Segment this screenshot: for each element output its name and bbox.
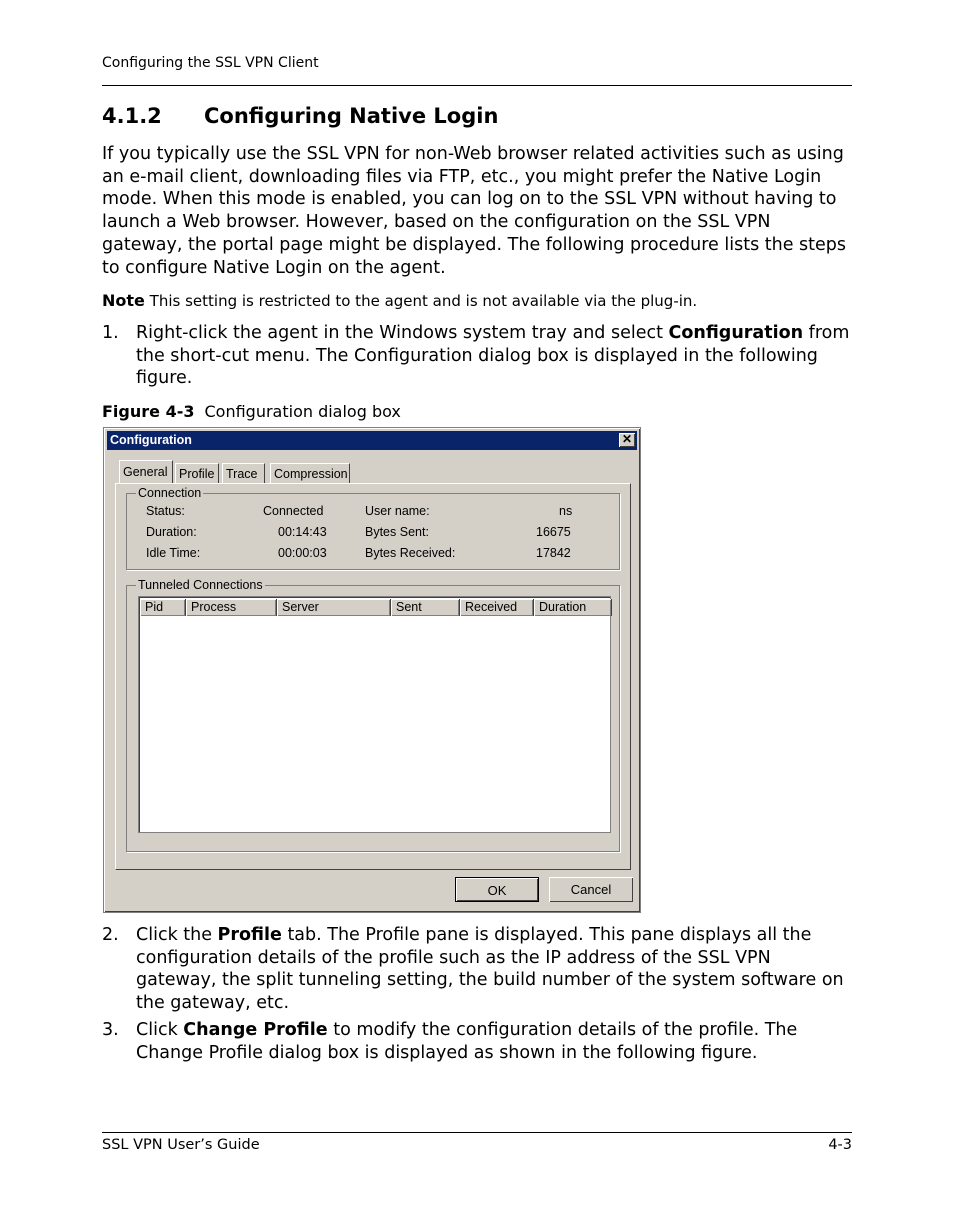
cancel-button[interactable]: Cancel [549,877,633,902]
step-text: tab. The Profile pane is displayed. This pane displays all the configuration details of the profile such as the IP address of the SSL VPN gateway, the split tunneling setting, the build number of the system software on the gateway, etc. [136,925,844,1013]
step-bold: Change Profile [183,1020,328,1040]
user-name-label: User name: [365,504,430,518]
idle-time-value: 00:00:03 [278,546,327,560]
footer-title: SSL VPN User’s Guide [102,1137,260,1153]
column-header-duration[interactable]: Duration [534,599,612,616]
section-title [102,104,498,128]
configuration-dialog [103,427,641,913]
figure-caption [102,402,401,421]
note [102,291,697,310]
footer-rule [102,1132,852,1133]
user-name-value: ns [559,504,573,518]
tab-compression[interactable]: Compression [270,463,350,483]
tab-profile[interactable]: Profile [175,463,219,483]
tab-trace[interactable]: Trace [222,463,265,483]
column-header-process[interactable]: Process [186,599,277,616]
connection-group [126,486,620,570]
bytes-received-label: Bytes Received: [365,546,456,560]
general-panel [115,483,631,870]
step-number: 2. [102,925,119,945]
step-number: 3. [102,1020,119,1040]
duration-label: Duration: [146,525,197,539]
section-number: 4.1.2 [102,104,162,128]
column-header-pid[interactable]: Pid [140,599,186,616]
tab-general[interactable]: General [119,460,173,483]
note-label: Note [102,291,145,310]
dialog-titlebar [107,431,637,450]
tunneled-group-label: Tunneled Connections [138,578,263,592]
bytes-received-value: 17842 [536,546,571,560]
step-text: Click [136,1020,184,1040]
column-header-received[interactable]: Received [460,599,534,616]
step-1 [102,322,854,390]
intro-paragraph: If you typically use the SSL VPN for non-Web browser related activities such as using an e-mail client, downloading files via FTP, etc., you might prefer the Native Login mode. When this mode is enabled, you can log on to the SSL VPN without having to launch a Web browser. However, based on the configuration on the SSL VPN gateway, the portal page might be displayed. The following procedure lists the steps to configure Native Login on the agent. [102,144,846,278]
figure-label: Figure 4-3 [102,402,195,421]
figure-title: Configuration dialog box [204,402,401,421]
header-rule [102,85,852,86]
close-icon[interactable]: ✕ [619,433,635,447]
bytes-sent-label: Bytes Sent: [365,525,429,539]
step-number: 1. [102,323,119,343]
page-number: 4-3 [828,1137,852,1153]
step-text: from the short-cut menu. The Configuration dialog box is displayed in the following figure. [136,323,850,388]
status-value: Connected [263,504,324,518]
column-header-server[interactable]: Server [277,599,391,616]
connection-group-label: Connection [138,486,202,500]
idle-time-label: Idle Time: [146,546,201,560]
step-2 [102,924,854,1014]
column-header-sent[interactable]: Sent [391,599,460,616]
step-bold: Profile [217,925,282,945]
step-text: Click the [136,925,218,945]
status-label: Status: [146,504,185,518]
bytes-sent-value: 16675 [536,525,571,539]
ok-button[interactable]: OK [455,877,539,902]
step-bold: Configuration [668,323,804,343]
tunneled-connections-list[interactable] [138,596,611,833]
section-heading: Configuring Native Login [204,104,499,128]
duration-value: 00:14:43 [278,525,327,539]
note-text: This setting is restricted to the agent and is not available via the plug-in. [149,292,698,310]
step-text: Right-click the agent in the Windows system tray and select [136,323,669,343]
step-3 [102,1019,854,1064]
step-text: to modify the configuration details of the profile. The Change Profile dialog box is displayed as shown in the following figure. [136,1020,798,1063]
dialog-title: Configuration [110,433,192,447]
running-head: Configuring the SSL VPN Client [102,55,319,71]
